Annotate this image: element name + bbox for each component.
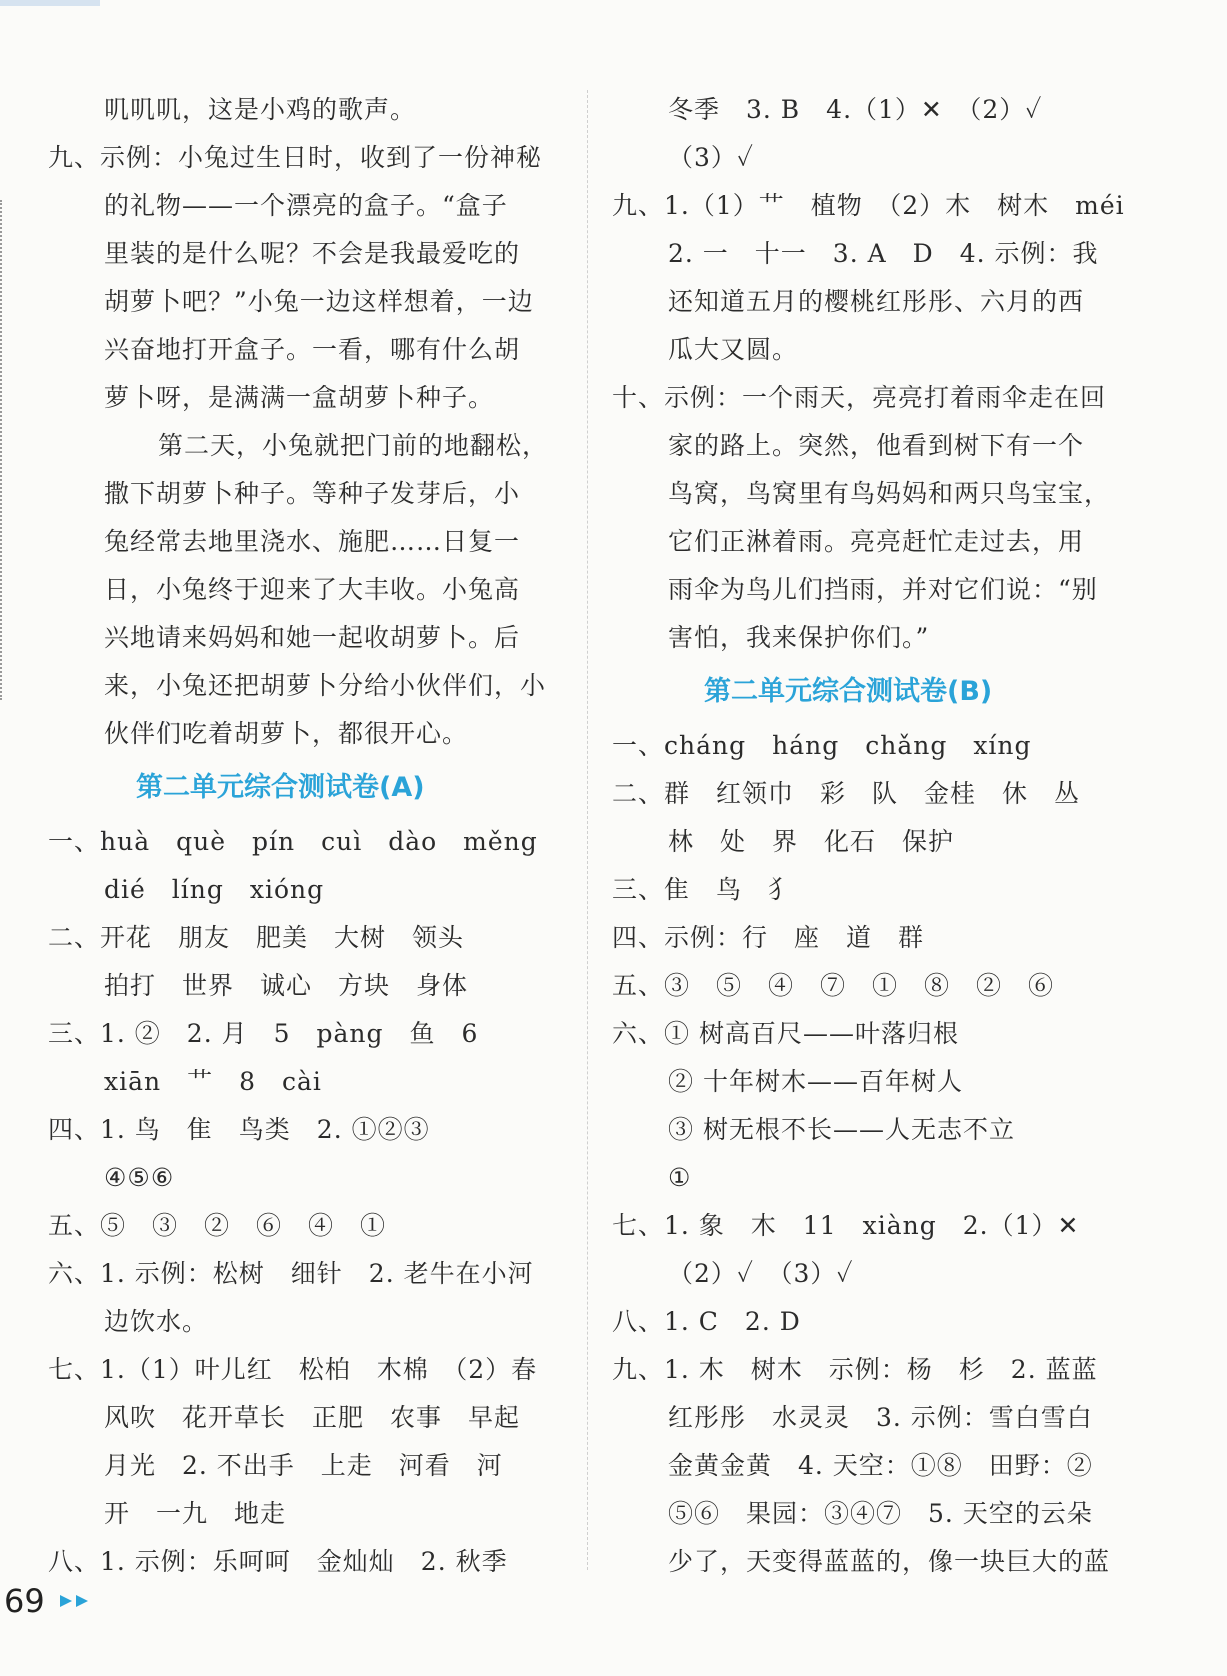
right-answer-line: 冬季 3. B 4.（1）✕ （2）✓: [668, 95, 1043, 124]
left-answer-line: 伙伴们吃着胡萝卜，都很开心。: [104, 719, 469, 748]
right-answer-line: 七、1. 象 木 11 xiàng 2.（1）✕: [612, 1211, 1080, 1240]
right-answer-line: 红彤彤 水灵灵 3. 示例：雪白雪白: [668, 1403, 1093, 1432]
left-answer-line: 里装的是什么呢？不会是我最爱吃的: [104, 239, 521, 268]
left-answer-line: 风吹 花开草长 正肥 农事 早起: [104, 1403, 521, 1432]
left-answer-line: 三、1. ② 2. 月 5 pàng 鱼 6: [48, 1019, 479, 1048]
right-answer-line: 它们正淋着雨。亮亮赶忙走过去，用: [668, 527, 1085, 556]
left-answer-line: 的礼物——一个漂亮的盒子。“盒子: [104, 191, 508, 220]
left-answer-line: 来，小兔还把胡萝卜分给小伙伴们，小: [104, 671, 547, 700]
left-answer-line: 胡萝卜吧？”小兔一边这样想着，一边: [104, 287, 534, 316]
left-answer-line: ④⑤⑥: [104, 1163, 175, 1192]
right-answer-line: ② 十年树木——百年树人: [668, 1067, 963, 1096]
left-answer-line: 叽叽叽，这是小鸡的歌声。: [104, 95, 417, 124]
left-answer-line: 五、⑤ ③ ② ⑥ ④ ①: [48, 1211, 387, 1240]
left-answer-line: 八、1. 示例：乐呵呵 金灿灿 2. 秋季: [48, 1547, 508, 1576]
right-answer-line: 九、1.（1）艹 植物 （2）木 树木 méi: [612, 191, 1125, 220]
right-answer-line: 三、隹 鸟 犭: [612, 875, 795, 904]
binding-edge-marks: [0, 200, 8, 700]
left-answer-line: 月光 2. 不出手 上走 河看 河: [104, 1451, 503, 1480]
right-answer-line: ①: [668, 1163, 692, 1192]
right-answer-line: 五、③ ⑤ ④ ⑦ ① ⑧ ② ⑥: [612, 971, 1055, 1000]
left-column: [48, 86, 578, 1586]
left-answer-line: 开 一九 地走: [104, 1499, 287, 1528]
left-answer-line: 六、1. 示例：松树 细针 2. 老牛在小河: [48, 1259, 534, 1288]
right-answer-line: 四、示例：行 座 道 群: [612, 923, 925, 952]
right-answer-line: 九、1. 木 树木 示例：杨 杉 2. 蓝蓝: [612, 1355, 1098, 1384]
right-answer-line: （2）✓ （3）✓: [668, 1259, 854, 1288]
right-answer-line: 十、示例：一个雨天，亮亮打着雨伞走在回: [612, 383, 1107, 412]
right-answer-line: 鸟窝，鸟窝里有鸟妈妈和两只鸟宝宝，: [668, 479, 1111, 508]
left-answer-line: 日，小兔终于迎来了大丰收。小兔高: [104, 575, 521, 604]
right-answer-line: 害怕，我来保护你们。”: [668, 623, 930, 652]
left-answer-line: 兔经常去地里浇水、施肥……日复一: [104, 527, 521, 556]
page-footer: [4, 1582, 94, 1622]
right-answer-line: 瓜大又圆。: [668, 335, 799, 364]
left-answer-line: 撒下胡萝卜种子。等种子发芽后，小: [104, 479, 521, 508]
left-answer-line: 九、示例：小兔过生日时，收到了一份神秘: [48, 143, 543, 172]
left-answer-line: 一、huà què pín cuì dào měng: [48, 827, 538, 856]
right-answer-line: 二、群 红领巾 彩 队 金桂 休 丛: [612, 779, 1081, 808]
right-answer-line: 还知道五月的樱桃红彤彤、六月的西: [668, 287, 1085, 316]
left-answer-line: 边饮水。: [104, 1307, 209, 1336]
right-answer-line: 林 处 界 化石 保护: [668, 827, 955, 856]
right-section-heading: 第二单元综合测试卷(B): [704, 676, 993, 707]
right-answer-line: 少了，天变得蓝蓝的，像一块巨大的蓝: [668, 1547, 1111, 1576]
right-answer-line: 一、cháng háng chǎng xíng: [612, 731, 1032, 760]
left-answer-line: 萝卜呀，是满满一盒胡萝卜种子。: [104, 383, 495, 412]
left-section-heading: 第二单元综合测试卷(A): [136, 772, 425, 803]
right-answer-line: 六、① 树高百尺——叶落归根: [612, 1019, 959, 1048]
left-answer-line: dié líng xióng: [104, 875, 325, 904]
right-answer-line: ③ 树无根不长——人无志不立: [668, 1115, 1015, 1144]
right-answer-line: （3）✓: [668, 143, 755, 172]
left-answer-line: 二、开花 朋友 肥美 大树 领头: [48, 923, 465, 952]
left-answer-line: xiān 艹 8 cài: [104, 1067, 322, 1096]
left-answer-line: 四、1. 鸟 隹 鸟类 2. ①②③: [48, 1115, 430, 1144]
right-answer-line: 八、1. C 2. D: [612, 1307, 801, 1336]
left-answer-line: 七、1.（1）叶儿红 松柏 木棉 （2）春: [48, 1355, 538, 1384]
left-answer-line: 拍打 世界 诚心 方块 身体: [104, 971, 469, 1000]
double-arrow-icon: [58, 1592, 94, 1610]
left-answer-line: 兴地请来妈妈和她一起收胡萝卜。后: [104, 623, 521, 652]
right-answer-line: 家的路上。突然，他看到树下有一个: [668, 431, 1085, 460]
right-answer-line: 金黄金黄 4. 天空：①⑧ 田野：②: [668, 1451, 1093, 1480]
right-answer-line: 雨伞为鸟儿们挡雨，并对它们说：“别: [668, 575, 1098, 604]
column-divider: [587, 90, 588, 1570]
page-number: 69: [4, 1582, 45, 1620]
right-answer-line: ⑤⑥ 果园：③④⑦ 5. 天空的云朵: [668, 1499, 1093, 1528]
right-column: [612, 86, 1147, 1586]
left-answer-line: 第二天，小兔就把门前的地翻松，: [158, 431, 549, 460]
top-edge-rule: [0, 0, 100, 6]
left-answer-line: 兴奋地打开盒子。一看，哪有什么胡: [104, 335, 521, 364]
right-answer-line: 2. 一 十一 3. A D 4. 示例：我: [668, 239, 1099, 268]
